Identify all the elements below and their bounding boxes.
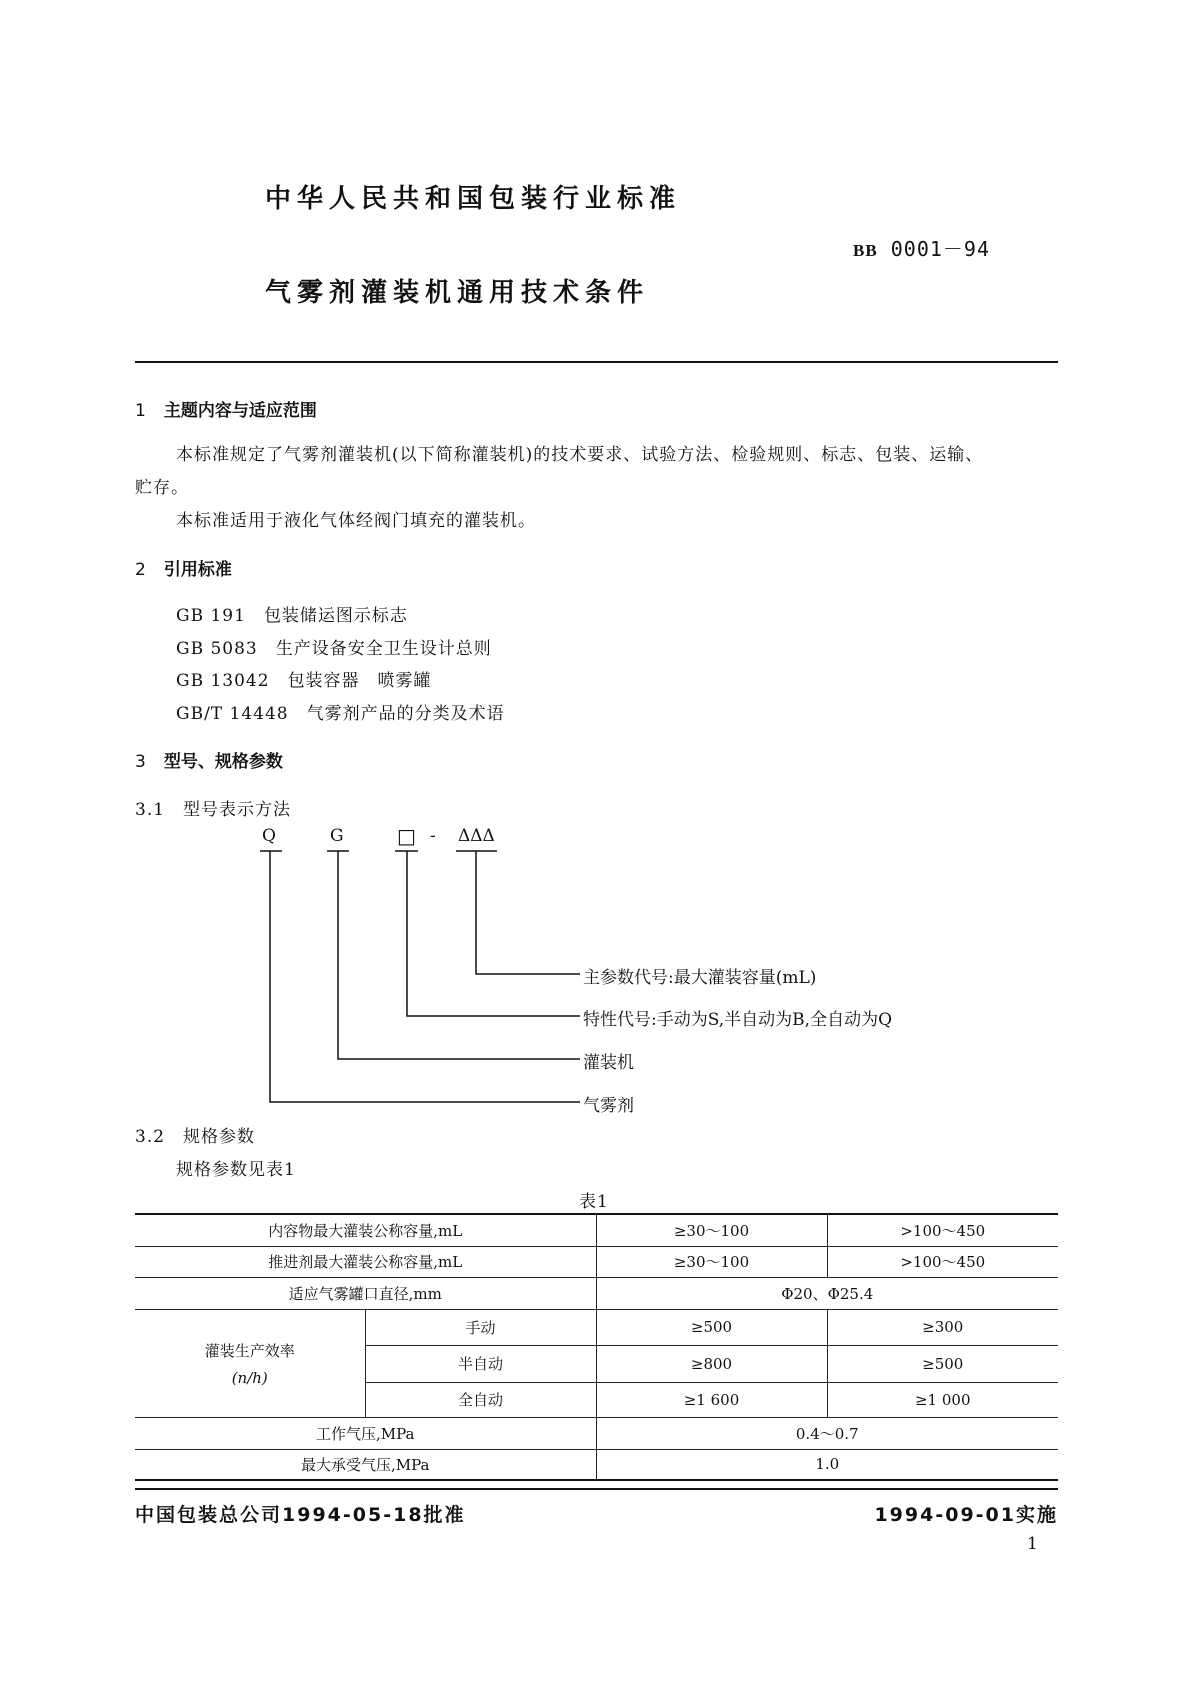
row-label: 推进剂最大灌装公称容量,mL	[135, 1246, 596, 1277]
paragraph: 本标准规定了气雾剂灌装机(以下简称灌装机)的技术要求、试验方法、检验规则、标志、包装、运输、	[176, 445, 984, 465]
table-caption: 表1	[579, 1192, 609, 1212]
approval-date: 中国包装总公司1994-05-18批准	[135, 1504, 466, 1526]
ref-name: 包装容器 喷雾罐	[287, 671, 432, 691]
page-number: 1	[1027, 1534, 1039, 1554]
industry-standard-heading: 中华人民共和国包装行业标准	[265, 184, 682, 214]
cell: ≥1 000	[827, 1382, 1058, 1417]
cell: >100～450	[827, 1214, 1058, 1246]
row-label: 最大承受气压,MPa	[135, 1449, 596, 1480]
effective-date: 1994-09-01实施	[874, 1504, 1058, 1526]
diagram-dash: -	[430, 826, 436, 846]
diagram-box: □	[397, 824, 416, 848]
cell: ≥30～100	[596, 1246, 827, 1277]
mode-label: 手动	[365, 1309, 596, 1345]
ref-code: GB 191	[176, 606, 246, 626]
label-main-param: 主参数代号:最大灌装容量(mL)	[583, 968, 817, 988]
label-feature-code: 特性代号:手动为S,半自动为B,全自动为Q	[583, 1010, 893, 1030]
ref-code: GB 5083	[176, 639, 258, 659]
mode-label: 半自动	[365, 1345, 596, 1382]
table-row	[135, 1309, 1058, 1345]
cell: ≥800	[596, 1345, 827, 1382]
efficiency-title: 灌装生产效率	[204, 1341, 295, 1360]
ref-code: GB/T 14448	[176, 704, 289, 724]
section-title: 型号、规格参数	[163, 752, 283, 772]
row-label: 内容物最大灌装公称容量,mL	[135, 1214, 596, 1246]
cell: ≥500	[596, 1309, 827, 1345]
row-label: 适应气雾罐口直径,mm	[135, 1277, 596, 1309]
paragraph: 贮存。	[135, 478, 189, 498]
paragraph: 本标准适用于液化气体经阀门填充的灌装机。	[176, 511, 536, 531]
cell: ≥300	[827, 1309, 1058, 1345]
cell: ≥1 600	[596, 1382, 827, 1417]
section-number: 1	[135, 401, 146, 421]
ref-name: 气雾剂产品的分类及术语	[306, 704, 505, 724]
diagram-g: G	[330, 826, 344, 846]
table-row	[135, 1417, 1058, 1449]
diagram-q: Q	[262, 826, 276, 846]
cell: 1.0	[596, 1449, 1058, 1480]
cell: ≥500	[827, 1345, 1058, 1382]
diagram-params: ΔΔΔ	[458, 826, 495, 846]
table-row	[135, 1246, 1058, 1277]
footer-divider	[135, 1488, 1058, 1490]
section-3-2-heading	[135, 1122, 255, 1147]
cell: Φ20、Φ25.4	[596, 1277, 1058, 1309]
label-aerosol: 气雾剂	[583, 1096, 634, 1116]
ref-name: 生产设备安全卫生设计总则	[275, 639, 492, 659]
section-number: 3.2	[135, 1127, 166, 1147]
row-label: 工作气压,MPa	[135, 1417, 596, 1449]
table-row	[135, 1277, 1058, 1309]
section-title: 规格参数	[183, 1127, 256, 1147]
paragraph: 规格参数见表1	[176, 1160, 296, 1180]
table-row	[135, 1214, 1058, 1246]
section-title: 主题内容与适应范围	[163, 401, 317, 421]
cell: 0.4～0.7	[596, 1417, 1058, 1449]
table-row	[135, 1449, 1058, 1480]
ref-code: GB 13042	[176, 671, 270, 691]
cell: >100～450	[827, 1246, 1058, 1277]
section-number: 2	[135, 560, 146, 580]
ref-name: 包装储运图示标志	[263, 606, 408, 626]
cell: ≥30～100	[596, 1214, 827, 1246]
label-filling-machine: 灌装机	[583, 1053, 634, 1073]
section-number: 3	[135, 752, 146, 772]
section-number: 3.1	[135, 800, 166, 820]
efficiency-label	[135, 1309, 365, 1417]
code-number: 0001－94	[890, 237, 990, 261]
document-title: 气雾剂灌装机通用技术条件	[265, 278, 650, 308]
mode-label: 全自动	[365, 1382, 596, 1417]
code-prefix: BB	[853, 241, 878, 260]
efficiency-unit: (n/h)	[231, 1368, 268, 1387]
section-title: 引用标准	[163, 560, 232, 580]
spec-table	[135, 1213, 1058, 1481]
section-title: 型号表示方法	[183, 800, 292, 820]
